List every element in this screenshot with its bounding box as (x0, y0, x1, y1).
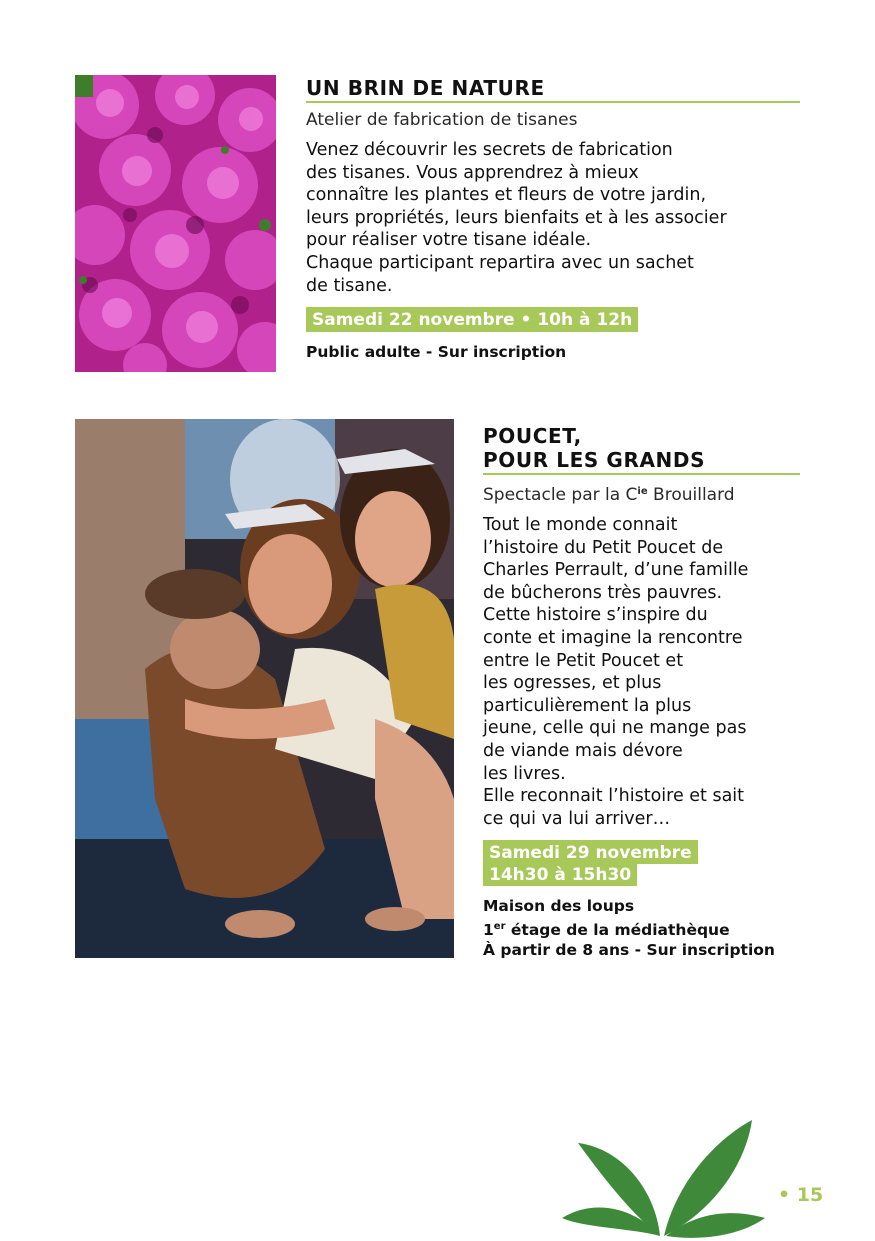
floor-rest: étage de la médiathèque (505, 920, 730, 939)
date-line: Samedi 29 novembre (483, 840, 698, 864)
description-line: leurs propriétés, leurs bienfaits et à les associer (306, 207, 727, 228)
event-subtitle (483, 481, 800, 506)
description-line: les livres. (483, 763, 566, 784)
description-line: de tisane. (306, 275, 393, 296)
title-line: POUCET, (483, 424, 582, 448)
description-line: Tout le monde connait (483, 515, 678, 535)
info-line: Maison des loups (483, 897, 635, 916)
page-number-value: 15 (796, 1184, 824, 1206)
description-line: les ogresses, et plus (483, 673, 662, 694)
info-line (483, 917, 800, 941)
description-line: Chaque participant repartira avec un sachet (306, 252, 694, 273)
event-description (306, 139, 800, 297)
date-badge (483, 840, 800, 886)
description-line: entre le Petit Poucet et (483, 650, 684, 671)
audience-info (306, 342, 800, 363)
description-line: particulièrement la plus (483, 695, 692, 716)
date-badge: Samedi 22 novembre • 10h à 12h (306, 307, 638, 332)
description-line: des tisanes. Vous apprendrez à mieux (306, 162, 639, 183)
event-poucet-pour-les-grands (483, 424, 800, 961)
subtitle-prefix: Spectacle par la C (483, 485, 638, 505)
mallow-flowers-icon (75, 75, 276, 372)
event-subtitle: Atelier de fabrication de tisanes (306, 110, 578, 130)
description-line: Charles Perrault, d’une famille (483, 560, 749, 581)
time-line: 14h30 à 15h30 (483, 864, 637, 886)
info-line: À partir de 8 ans - Sur inscription (483, 941, 775, 960)
title-divider (306, 101, 800, 103)
page-number (778, 1184, 823, 1206)
description-line: conte et imagine la rencontre (483, 627, 743, 648)
description-line: de bûcherons très pauvres. (483, 582, 723, 603)
event-un-brin-de-nature (306, 76, 800, 363)
description-line: jeune, celle qui ne mange pas (483, 718, 747, 739)
floor-number: 1 (483, 920, 494, 939)
floor-sup: er (493, 920, 506, 932)
description-line: Elle reconnait l’histoire et sait (483, 786, 745, 807)
description-line: pour réaliser votre tisane idéale. (306, 230, 592, 251)
flowers-photo (75, 75, 276, 372)
subtitle-sup: ie (637, 486, 648, 497)
subtitle-suffix: Brouillard (647, 485, 735, 505)
event-title: UN BRIN DE NATURE (306, 76, 545, 100)
description-line: de viande mais dévore (483, 740, 683, 761)
event-title (483, 424, 800, 473)
description-line: Venez découvrir les secrets de fabrication (306, 140, 673, 160)
title-line: POUR LES GRANDS (483, 448, 706, 472)
info-line: Public adulte - Sur inscription (306, 343, 567, 362)
description-line: ce qui va lui arriver… (483, 808, 671, 829)
description-line: Cette histoire s’inspire du (483, 605, 708, 626)
venue-info (483, 896, 800, 961)
title-divider (483, 473, 800, 475)
show-photo (75, 419, 454, 958)
theatre-performers-icon (75, 419, 454, 958)
bullet-icon: • (778, 1184, 791, 1206)
description-line: l’histoire du Petit Poucet de (483, 537, 724, 558)
description-line: connaître les plantes et fleurs de votre jardin, (306, 185, 707, 206)
event-description (483, 514, 800, 830)
leaves-icon (560, 1118, 770, 1241)
